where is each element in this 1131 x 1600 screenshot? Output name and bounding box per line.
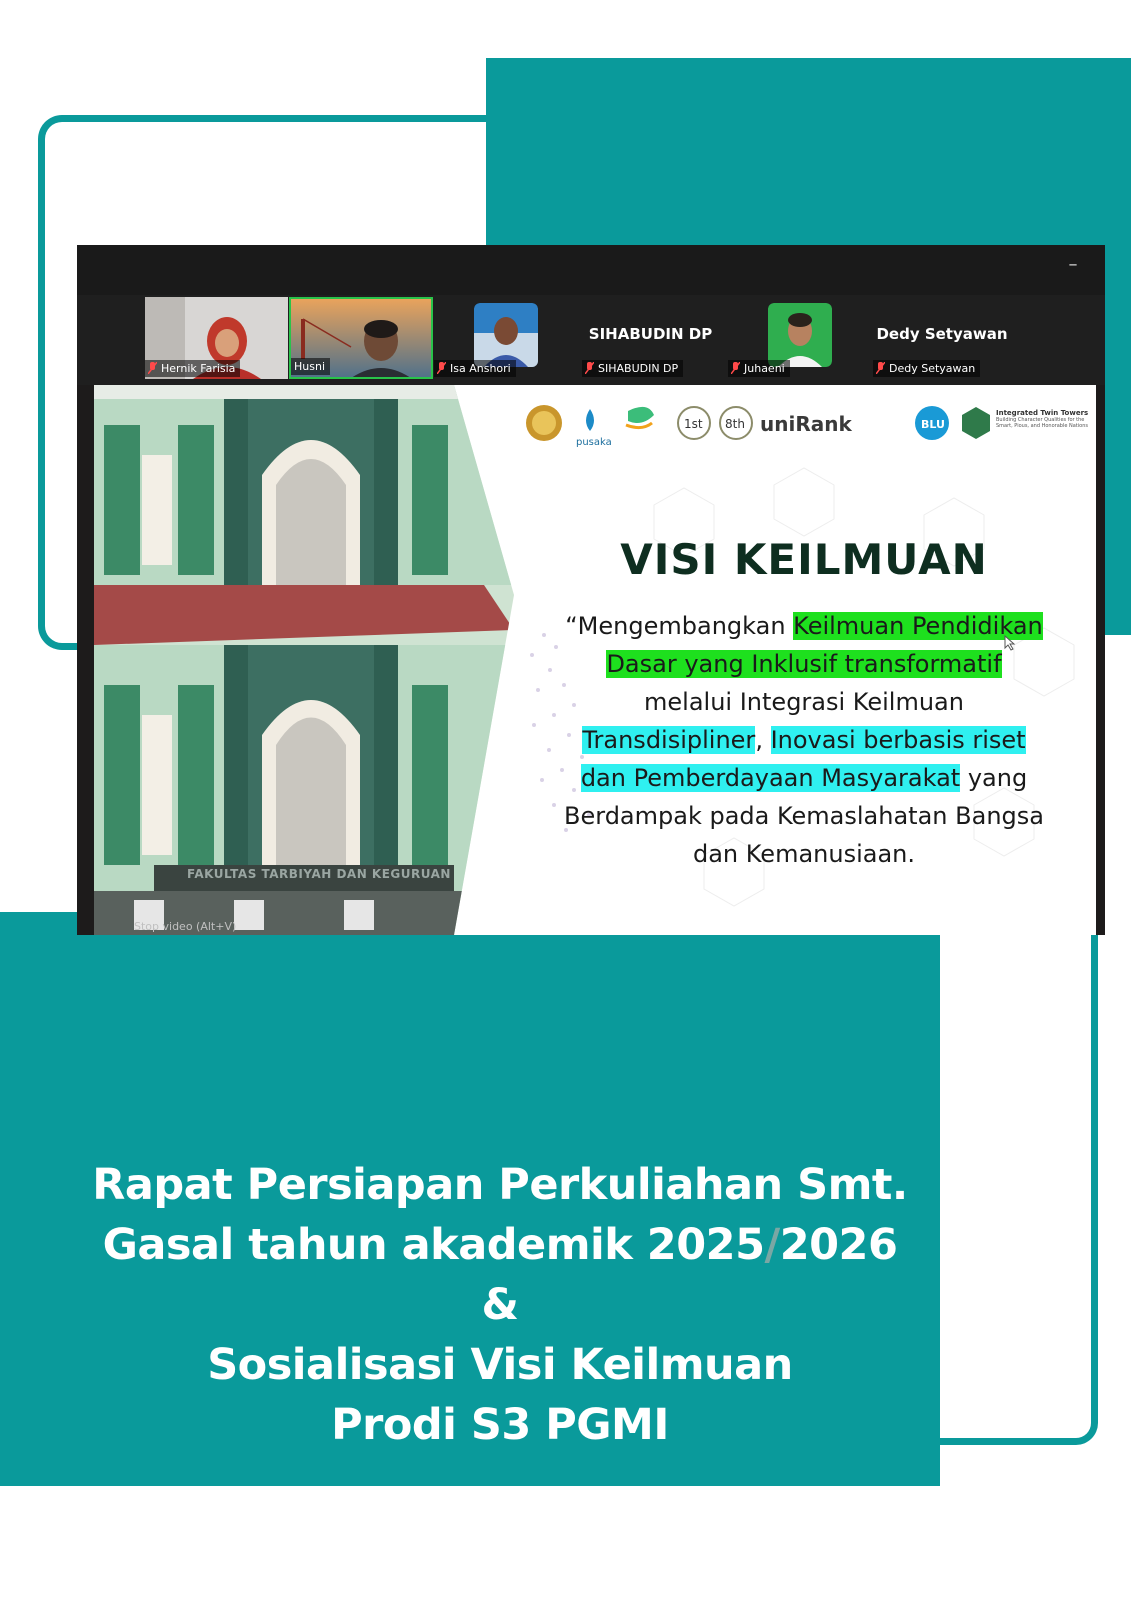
participant-name-label: Juhaeni: [728, 360, 790, 377]
eighth-badge-text: 8th: [725, 417, 745, 431]
building-photo: [94, 385, 564, 935]
vision-text-highlight-green: Keilmuan Pendidikan Dasar yang Inklusif transformatif: [606, 612, 1043, 678]
caption-line: Prodi S3 PGMI: [331, 1400, 669, 1450]
muted-mic-icon: [731, 362, 740, 374]
vision-text-highlight-cyan: Inovasi berbasis riset dan Pemberdayaan Masyarakat: [580, 726, 1026, 792]
vision-statement: [564, 607, 1044, 873]
muted-mic-icon: [148, 362, 157, 374]
vision-text-part: ,: [755, 726, 771, 754]
caption-text: Gasal tahun akademik 2025: [102, 1220, 765, 1270]
blu-twin-towers-logos: [914, 403, 1094, 443]
participant-strip: [77, 295, 1105, 385]
participant-display-name: SIHABUDIN DP: [588, 325, 713, 343]
participant-tile[interactable]: [869, 297, 1015, 379]
participant-tile[interactable]: [434, 297, 577, 379]
vision-text-part: yang Berdampak pada Kemaslahatan Bangsa dan Kemanusiaan.: [564, 764, 1044, 868]
participant-photo: [768, 303, 832, 367]
twin-towers-tagline: Building Character Qualities for the Smart, Pious, and Honorable Nations: [996, 417, 1088, 429]
caption-line: Rapat Persiapan Perkuliahan Smt.: [92, 1160, 908, 1210]
participant-tile[interactable]: [724, 297, 868, 379]
first-badge-text: 1st: [684, 417, 703, 431]
participant-name-label: Dedy Setyawan: [873, 360, 980, 377]
window-titlebar: [77, 245, 1105, 295]
unirank-logo-text: uniRank: [760, 412, 852, 436]
participant-tile-active[interactable]: [289, 297, 433, 379]
event-caption: [70, 1155, 930, 1455]
caption-line: [70, 1215, 930, 1275]
twin-towers-title: Integrated Twin Towers: [996, 409, 1089, 417]
minimize-button[interactable]: –: [1068, 254, 1078, 275]
muted-mic-icon: [585, 362, 594, 374]
vision-text-part: “Mengembangkan: [565, 612, 794, 640]
participant-tile[interactable]: [578, 297, 723, 379]
participant-display-name: Dedy Setyawan: [876, 325, 1008, 343]
vision-text-part: melalui Integrasi Keilmuan: [644, 688, 964, 716]
muted-mic-icon: [876, 362, 885, 374]
mouse-cursor-icon: [1004, 635, 1016, 651]
pusaka-logo-text: pusaka: [576, 437, 612, 448]
slide-title: VISI KEILMUAN: [620, 535, 988, 584]
stop-video-hint[interactable]: Stop video (Alt+V): [134, 920, 237, 933]
blu-logo-text: BLU: [921, 418, 945, 431]
participant-name-label: Hernik Farisia: [145, 360, 240, 377]
participant-photo: [474, 303, 538, 367]
caption-slash: /: [764, 1220, 780, 1270]
shared-slide: [94, 385, 1096, 935]
participant-name-label: Husni: [291, 358, 330, 375]
partner-logos: [524, 401, 894, 451]
caption-line: &: [481, 1280, 519, 1330]
vision-text-highlight-cyan: Transdisipliner: [582, 726, 756, 754]
participant-tile[interactable]: [145, 297, 288, 379]
participant-name-label: Isa Anshori: [434, 360, 516, 377]
building-sign: FAKULTAS TARBIYAH DAN KEGURUAN: [187, 867, 451, 881]
muted-mic-icon: [437, 362, 446, 374]
caption-line: Sosialisasi Visi Keilmuan: [207, 1340, 793, 1390]
caption-text: 2026: [779, 1220, 898, 1270]
meeting-window: [77, 245, 1105, 935]
participant-name-label: SIHABUDIN DP: [582, 360, 683, 377]
